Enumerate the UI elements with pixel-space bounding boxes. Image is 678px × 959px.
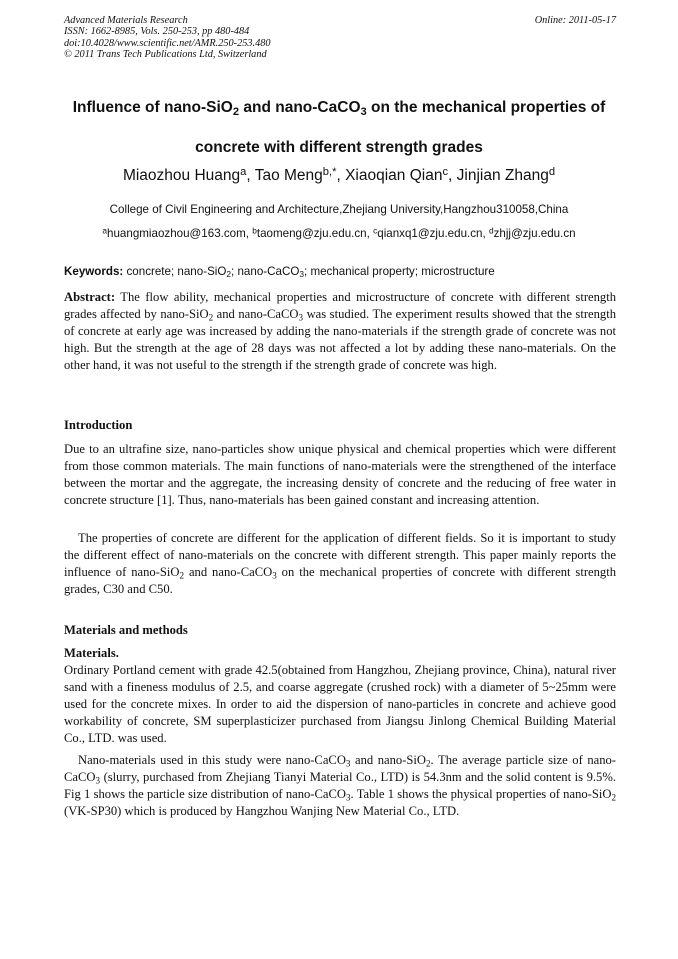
subsection-heading-materials: Materials. — [64, 646, 119, 660]
affiliation: College of Civil Engineering and Architecture,Zhejiang University,Hangzhou310058,China — [109, 203, 569, 216]
section-heading-materials-methods: Materials and methods — [64, 623, 188, 637]
issn: ISSN: 1662-8985, Vols. 250-253, pp 480-484 — [64, 26, 250, 38]
author: Xiaoqian Qian$^c$, — [345, 165, 457, 184]
paragraph: Ordinary Portland cement with grade 42.5(obtained from Hangzhou, Zhejiang province, China), natural river sand with a fineness modulus of 2.5, and coarse aggregate (crushed rock) with a diameter of 5~25mm were used for the concrete mixes. In order to aid the dispersion of nano-particles in concrete and achieve good workability of concrete, SM superplasticizer purchased from Jiangsu Jinlong Chemical Building Material Co., LTD. was used. — [64, 663, 616, 746]
paragraph: Due to an ultrafine size, nano-particles show unique physical and chemical properties which were different from those common materials. The main functions of nano-materials were the strengthened of the interface between the mortar and the aggregate, the increasing density of concrete and the reducing of free water in concrete structure [1]. Thus, nano-materials has been gained constant and increasing attention. — [64, 442, 616, 508]
author: Jinjian Zhang$^d$ — [456, 165, 556, 184]
copyright: © 2011 Trans Tech Publications Ltd, Switzerland — [64, 49, 267, 61]
email-link[interactable]: $^d$zhjj@zju.edu.cn — [488, 225, 576, 240]
title-line-1: Influence of nano-SiO$_2$ and nano-CaCO$_3$ on the mechanical properties of — [72, 99, 606, 118]
title-line-2: concrete with different strength grades — [195, 139, 483, 156]
section-heading-introduction: Introduction — [64, 418, 133, 432]
abstract-label: Abstract: — [64, 290, 116, 304]
email-link[interactable]: $^a$huangmiaozhou@163.com — [102, 225, 246, 240]
keywords: Keywords: concrete; nano-SiO$_2$; nano-CaCO$_3$; mechanical property; microstructure — [64, 265, 495, 280]
author: Tao Meng$^{b,*}$, — [254, 165, 346, 184]
keywords-label: Keywords: — [64, 265, 124, 278]
paragraph: The properties of concrete are different for the application of different fields. So it is important to study the different effect of nano-materials on the concrete with different strength. This paper mainly reports the influence of nano-SiO$_2$ and nano-CaCO$_3$ on the mechanical properties of concrete with different strength grades, C30 and C50. — [64, 531, 617, 597]
email-list: $^a$huangmiaozhou@163.com, $^b$taomeng@zju.edu.cn, $^c$qianxq1@zju.edu.cn, $^d$zhjj@zju.edu.cn — [102, 225, 576, 240]
email-link[interactable]: $^c$qianxq1@zju.edu.cn — [373, 225, 483, 240]
online-date: Online: 2011-05-17 — [534, 15, 616, 26]
paragraph: Nano-materials used in this study were nano-CaCO$_3$ and nano-SiO$_2$. The average particle size of nano-CaCO$_3$ (slurry, purchased from Zhejiang Tianyi Material Co., LTD) is 54.3nm and the solid content is 9.5%. Fig 1 shows the particle size distribution of nano-CaCO$_3$. Table 1 shows the physical properties of nano-SiO$_2$ (VK-SP30) which is produced by Hangzhou Wanjing New Material Co., LTD. — [64, 753, 616, 819]
abstract: Abstract: The flow ability, mechanical properties and microstructure of concrete with different strength grades affected by nano-SiO$_2$ and nano-CaCO$_3$ was studied. The experiment results showed that the strength of concrete at early age was increased by adding the nano-materials if the strength grade of concrete was not high. But the strength at the age of 28 days was not affected a lot by adding these nano-materials. On the other hand, it was not useful to the strength if the strength grade of concrete was high. — [64, 290, 616, 373]
doi: doi:10.4028/www.scientific.net/AMR.250-253.480 — [64, 37, 271, 49]
paper-title — [40, 88, 638, 168]
journal-name: Advanced Materials Research — [64, 15, 188, 26]
author-list — [40, 167, 638, 185]
email-link[interactable]: $^b$taomeng@zju.edu.cn — [252, 225, 367, 240]
author: Miaozhou Huang$^a$, — [122, 165, 255, 184]
running-header — [64, 15, 616, 61]
